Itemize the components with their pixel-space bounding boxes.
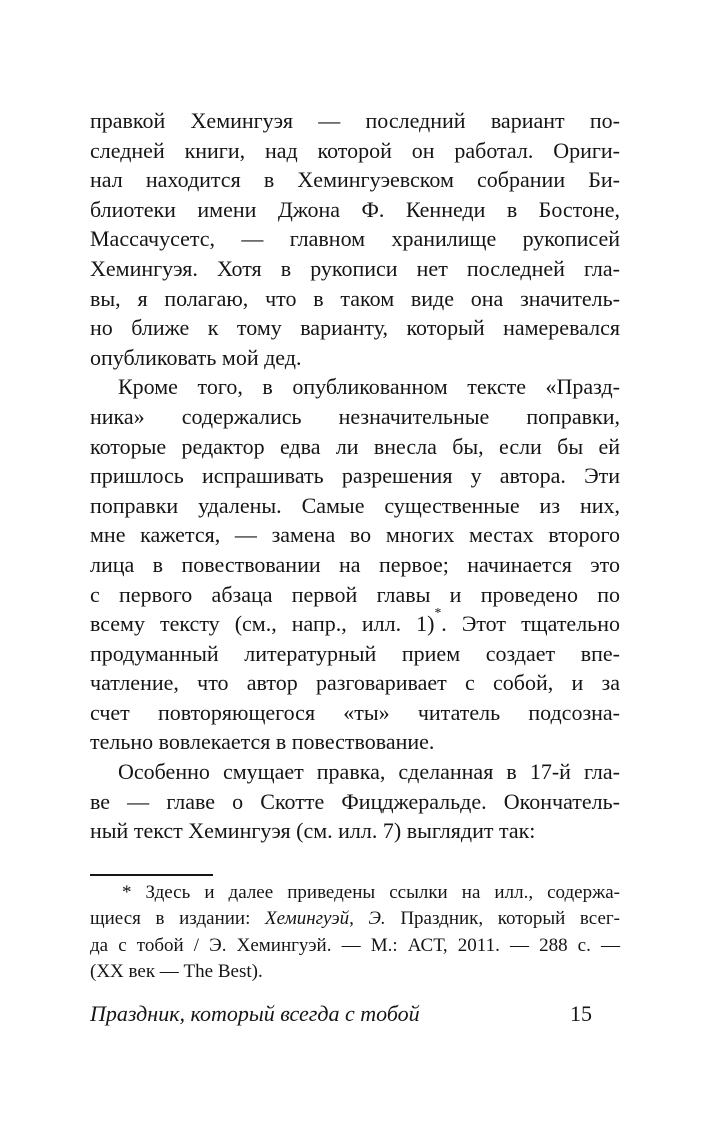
body-line: продуманный литературный прием создает впе- [90, 640, 620, 666]
body-line: нал находится в Хемингуэевском собрании Би- [90, 167, 620, 193]
footnote-line-text: Праздник, который всег- [385, 908, 621, 930]
body-line: ный текст Хемингуэя (см. илл. 7) выглядит так: [90, 818, 536, 844]
page-number: 15 [570, 1001, 592, 1026]
body-line: правкой Хемингуэя — последний вариант по- [90, 108, 620, 133]
paragraph [90, 372, 620, 757]
body-line: блиотеки имени Джона Ф. Кеннеди в Бостоне, [90, 196, 620, 222]
body-line: опубликовать мой дед. [90, 344, 302, 370]
footnote-line-with-citation [90, 906, 620, 932]
body-line: Кроме того, в опубликованном тексте «Празд- [118, 374, 620, 400]
body-line: Массачусетс, — главном хранилище рукописей [90, 226, 620, 252]
body-line: Хемингуэя. Хотя в рукописи нет последней гла- [90, 255, 620, 281]
body-line: ника» содержались незначительные поправки, [90, 403, 620, 429]
body-line: поправки удалены. Самые существенные из них, [90, 492, 620, 518]
paragraph [90, 106, 620, 372]
footnote-separator-rule [90, 874, 213, 876]
footnote-reference-asterisk: * [434, 604, 442, 620]
body-line: лица в повествовании на первое; начинается это [90, 551, 620, 577]
body-text-block [90, 106, 620, 846]
body-line: с первого абзаца первой главы и проведено по [90, 581, 620, 607]
running-title: Праздник, который всегда с тобой [90, 1001, 420, 1026]
body-line: ве — главе о Скотте Фицджеральде. Окончатель- [90, 788, 620, 814]
page-footer [90, 1000, 620, 1028]
body-line: тельно вовлекается в повествование. [90, 729, 435, 755]
body-line: вы, я полагаю, что в таком виде она значитель- [90, 285, 620, 311]
body-line-with-footnote-ref [90, 604, 620, 639]
body-line-text: всему тексту (см., напр., илл. 1) [90, 611, 435, 637]
citation-author-italic: Хемингуэй, Э. [265, 908, 386, 930]
body-line: пришлось испрашивать разрешения у автора. Эти [90, 463, 620, 489]
footnote-line-text: щиеся в издании: [90, 908, 265, 930]
body-line: мне кажется, — замена во многих местах второго [90, 522, 620, 548]
body-line: счет повторяющегося «ты» читатель подсозна- [90, 699, 620, 725]
footnote-line: (XX век — The Best). [90, 961, 263, 983]
body-line: Особенно смущает правка, сделанная в 17-й гла- [118, 759, 620, 785]
body-line: но ближе к тому варианту, который намеревался [90, 315, 620, 341]
footnote-block [90, 874, 620, 986]
body-line: чатление, что автор разговаривает с собой, и за [90, 670, 620, 696]
body-line-text: . Этот тщательно [441, 611, 620, 637]
body-line: следней книги, над которой он работал. Ориги- [90, 137, 620, 163]
footnote-line: * Здесь и далее приведены ссылки на илл., содержа- [122, 882, 620, 903]
footnote-line: да с тобой / Э. Хемингуэй. — М.: АСТ, 2011. — 288 с. — [90, 934, 620, 956]
paragraph [90, 757, 620, 846]
body-line: которые редактор едва ли внесла бы, если бы ей [90, 433, 620, 459]
